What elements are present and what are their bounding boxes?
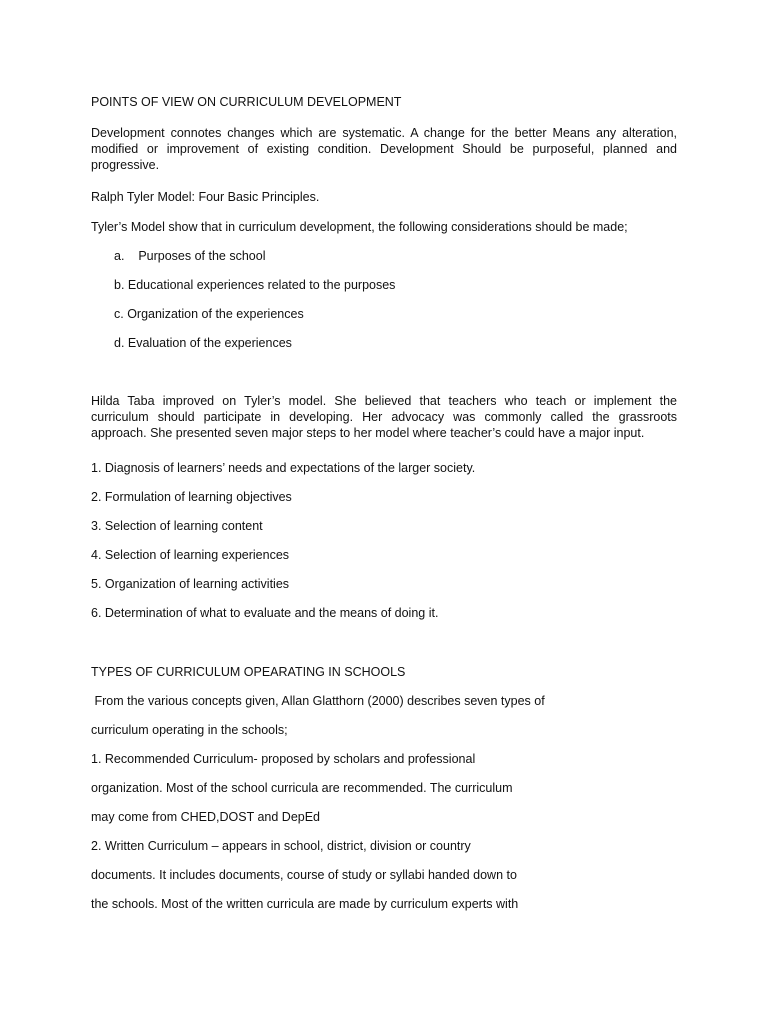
tyler-item-b: b. Educational experiences related to the purposes <box>114 278 396 292</box>
taba-line-1: Hilda Taba improved on Tyler’s model. She believed that teachers who teach or implement the <box>91 394 677 408</box>
types-line: documents. It includes documents, course of study or syllabi handed down to <box>91 868 517 882</box>
intro-line-1: Development connotes changes which are systematic. A change for the better Means any alteration, <box>91 126 677 140</box>
types-line: 2. Written Curriculum – appears in school, district, division or country <box>91 839 471 853</box>
section-heading-points-of-view: POINTS OF VIEW ON CURRICULUM DEVELOPMENT <box>91 95 402 109</box>
tyler-model-heading: Ralph Tyler Model: Four Basic Principles. <box>91 190 320 204</box>
taba-step-1: 1. Diagnosis of learners’ needs and expectations of the larger society. <box>91 461 476 475</box>
taba-step-2: 2. Formulation of learning objectives <box>91 490 292 504</box>
types-line: organization. Most of the school curricula are recommended. The curriculum <box>91 781 513 795</box>
taba-step-3: 3. Selection of learning content <box>91 519 263 533</box>
taba-step-4: 4. Selection of learning experiences <box>91 548 290 562</box>
types-line: curriculum operating in the schools; <box>91 723 288 737</box>
types-line: 1. Recommended Curriculum- proposed by scholars and professional <box>91 752 476 766</box>
tyler-item-c: c. Organization of the experiences <box>114 307 304 321</box>
types-line: may come from CHED,DOST and DepEd <box>91 810 321 824</box>
intro-paragraph <box>91 125 677 173</box>
types-line: From the various concepts given, Allan Glatthorn (2000) describes seven types of <box>91 694 545 708</box>
taba-line-3: approach. She presented seven major steps to her model where teacher’s could have a major input. <box>91 426 645 440</box>
taba-paragraph <box>91 393 677 441</box>
taba-step-6: 6. Determination of what to evaluate and the means of doing it. <box>91 606 439 620</box>
intro-line-3: progressive. <box>91 158 160 172</box>
tyler-item-d: d. Evaluation of the experiences <box>114 336 292 350</box>
tyler-model-lead: Tyler’s Model show that in curriculum development, the following considerations should be made; <box>91 220 628 234</box>
taba-line-2: curriculum should participate in developing. Her advocacy was commonly called the grassroots <box>91 410 677 424</box>
tyler-item-a: a. Purposes of the school <box>114 249 266 263</box>
types-line: the schools. Most of the written curricula are made by curriculum experts with <box>91 897 519 911</box>
intro-line-2: modified or improvement of existing condition. Development Should be purposeful, planned and <box>91 142 677 156</box>
taba-step-5: 5. Organization of learning activities <box>91 577 290 591</box>
section-heading-types-of-curriculum: TYPES OF CURRICULUM OPEARATING IN SCHOOLS <box>91 665 406 679</box>
